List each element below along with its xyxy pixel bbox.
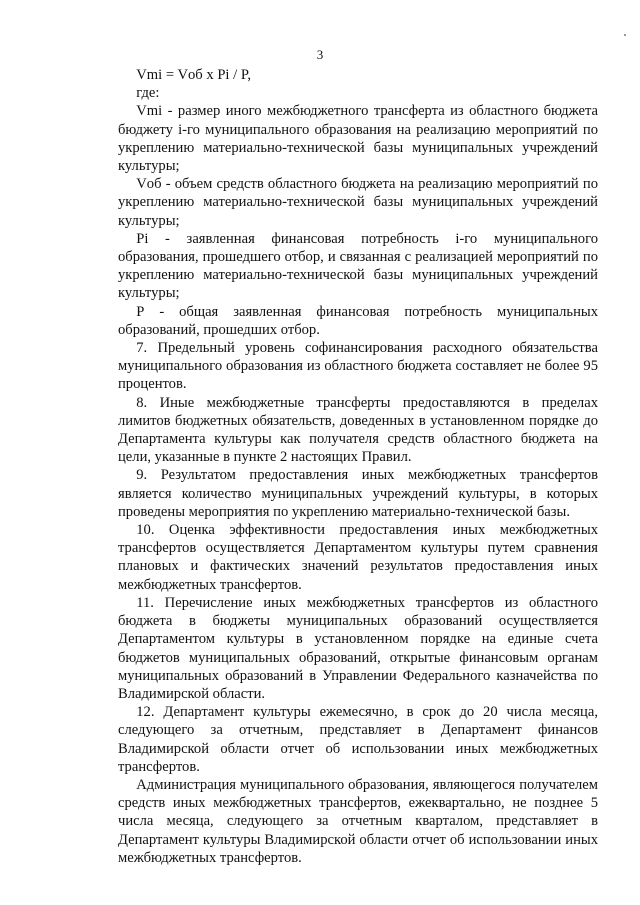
clause-7: 7. Предельный уровень софинансирования расходного обязательства муниципального образования из областного бюджета составляет не более 95 процентов. <box>118 340 598 393</box>
clause-10: 10. Оценка эффективности предоставления иных межбюджетных трансфертов осуществляется Департаментом культуры путем сравнения плановых и фактических значений результатов предоставления иных межбюджетных трансфертов. <box>118 522 598 593</box>
clause-9: 9. Результатом предоставления иных межбюджетных трансфертов является количество муниципальных учреждений культуры, в которых проведены мероприятия по укреплению материально-технической базы. <box>118 467 598 520</box>
administration-paragraph: Администрация муниципального образования, являющегося получателем средств иных межбюджетных трансфертов, ежеквартально, не позднее 5 числа месяца, следующего за отчетным кварталом, представляет в Департамент культуры Владимирской области отчет об использовании иных межбюджетных трансфертов. <box>118 776 598 866</box>
page-number: 3 <box>316 47 324 62</box>
where-line: где: <box>136 85 160 102</box>
definition-vob: Vоб - объем средств областного бюджета на реализацию мероприятий по укреплению материально-технической базы муниципальных учреждений культуры; <box>118 176 598 229</box>
definition-pi: Pi - заявленная финансовая потребность i-го муниципального образования, прошедшего отбор, и связанная с реализацией мероприятий по укреплению материально-технической базы муниципальных учреждений культуры; <box>118 230 598 302</box>
document-body <box>118 66 598 867</box>
formula-line: Vmi = Vоб х Pi / P, <box>136 67 251 83</box>
scan-speck <box>624 34 626 36</box>
clause-12: 12. Департамент культуры ежемесячно, в срок до 20 числа месяца, следующего за отчетным, представляет в Департамент финансов Владимирской области отчет об использовании иных межбюджетных трансфертов. <box>118 704 598 775</box>
clause-8: 8. Иные межбюджетные трансферты предоставляются в пределах лимитов бюджетных обязательств, доведенных в установленном порядке до Департамента культуры как получателя средств областного бюджета на цели, указанные в пункте 2 настоящих Правил. <box>118 394 598 466</box>
definition-p: Р - общая заявленная финансовая потребность муниципальных образований, прошедших отбор. <box>118 303 598 338</box>
clause-11: 11. Перечисление иных межбюджетных трансфертов из областного бюджета в бюджеты муниципальных образований осуществляется Департаментом культуры в установленном порядке на единые счета бюджетов муниципальных образований, открытые финансовым органам муниципальных образований в Управлении Федерального казначейства по Владимирской области. <box>118 594 598 702</box>
definition-vmi: Vmi - размер иного межбюджетного трансферта из областного бюджета бюджету i-го муниципального образования на реализацию мероприятий по укреплению материально-технической базы муниципальных учреждений культуры; <box>118 103 598 175</box>
